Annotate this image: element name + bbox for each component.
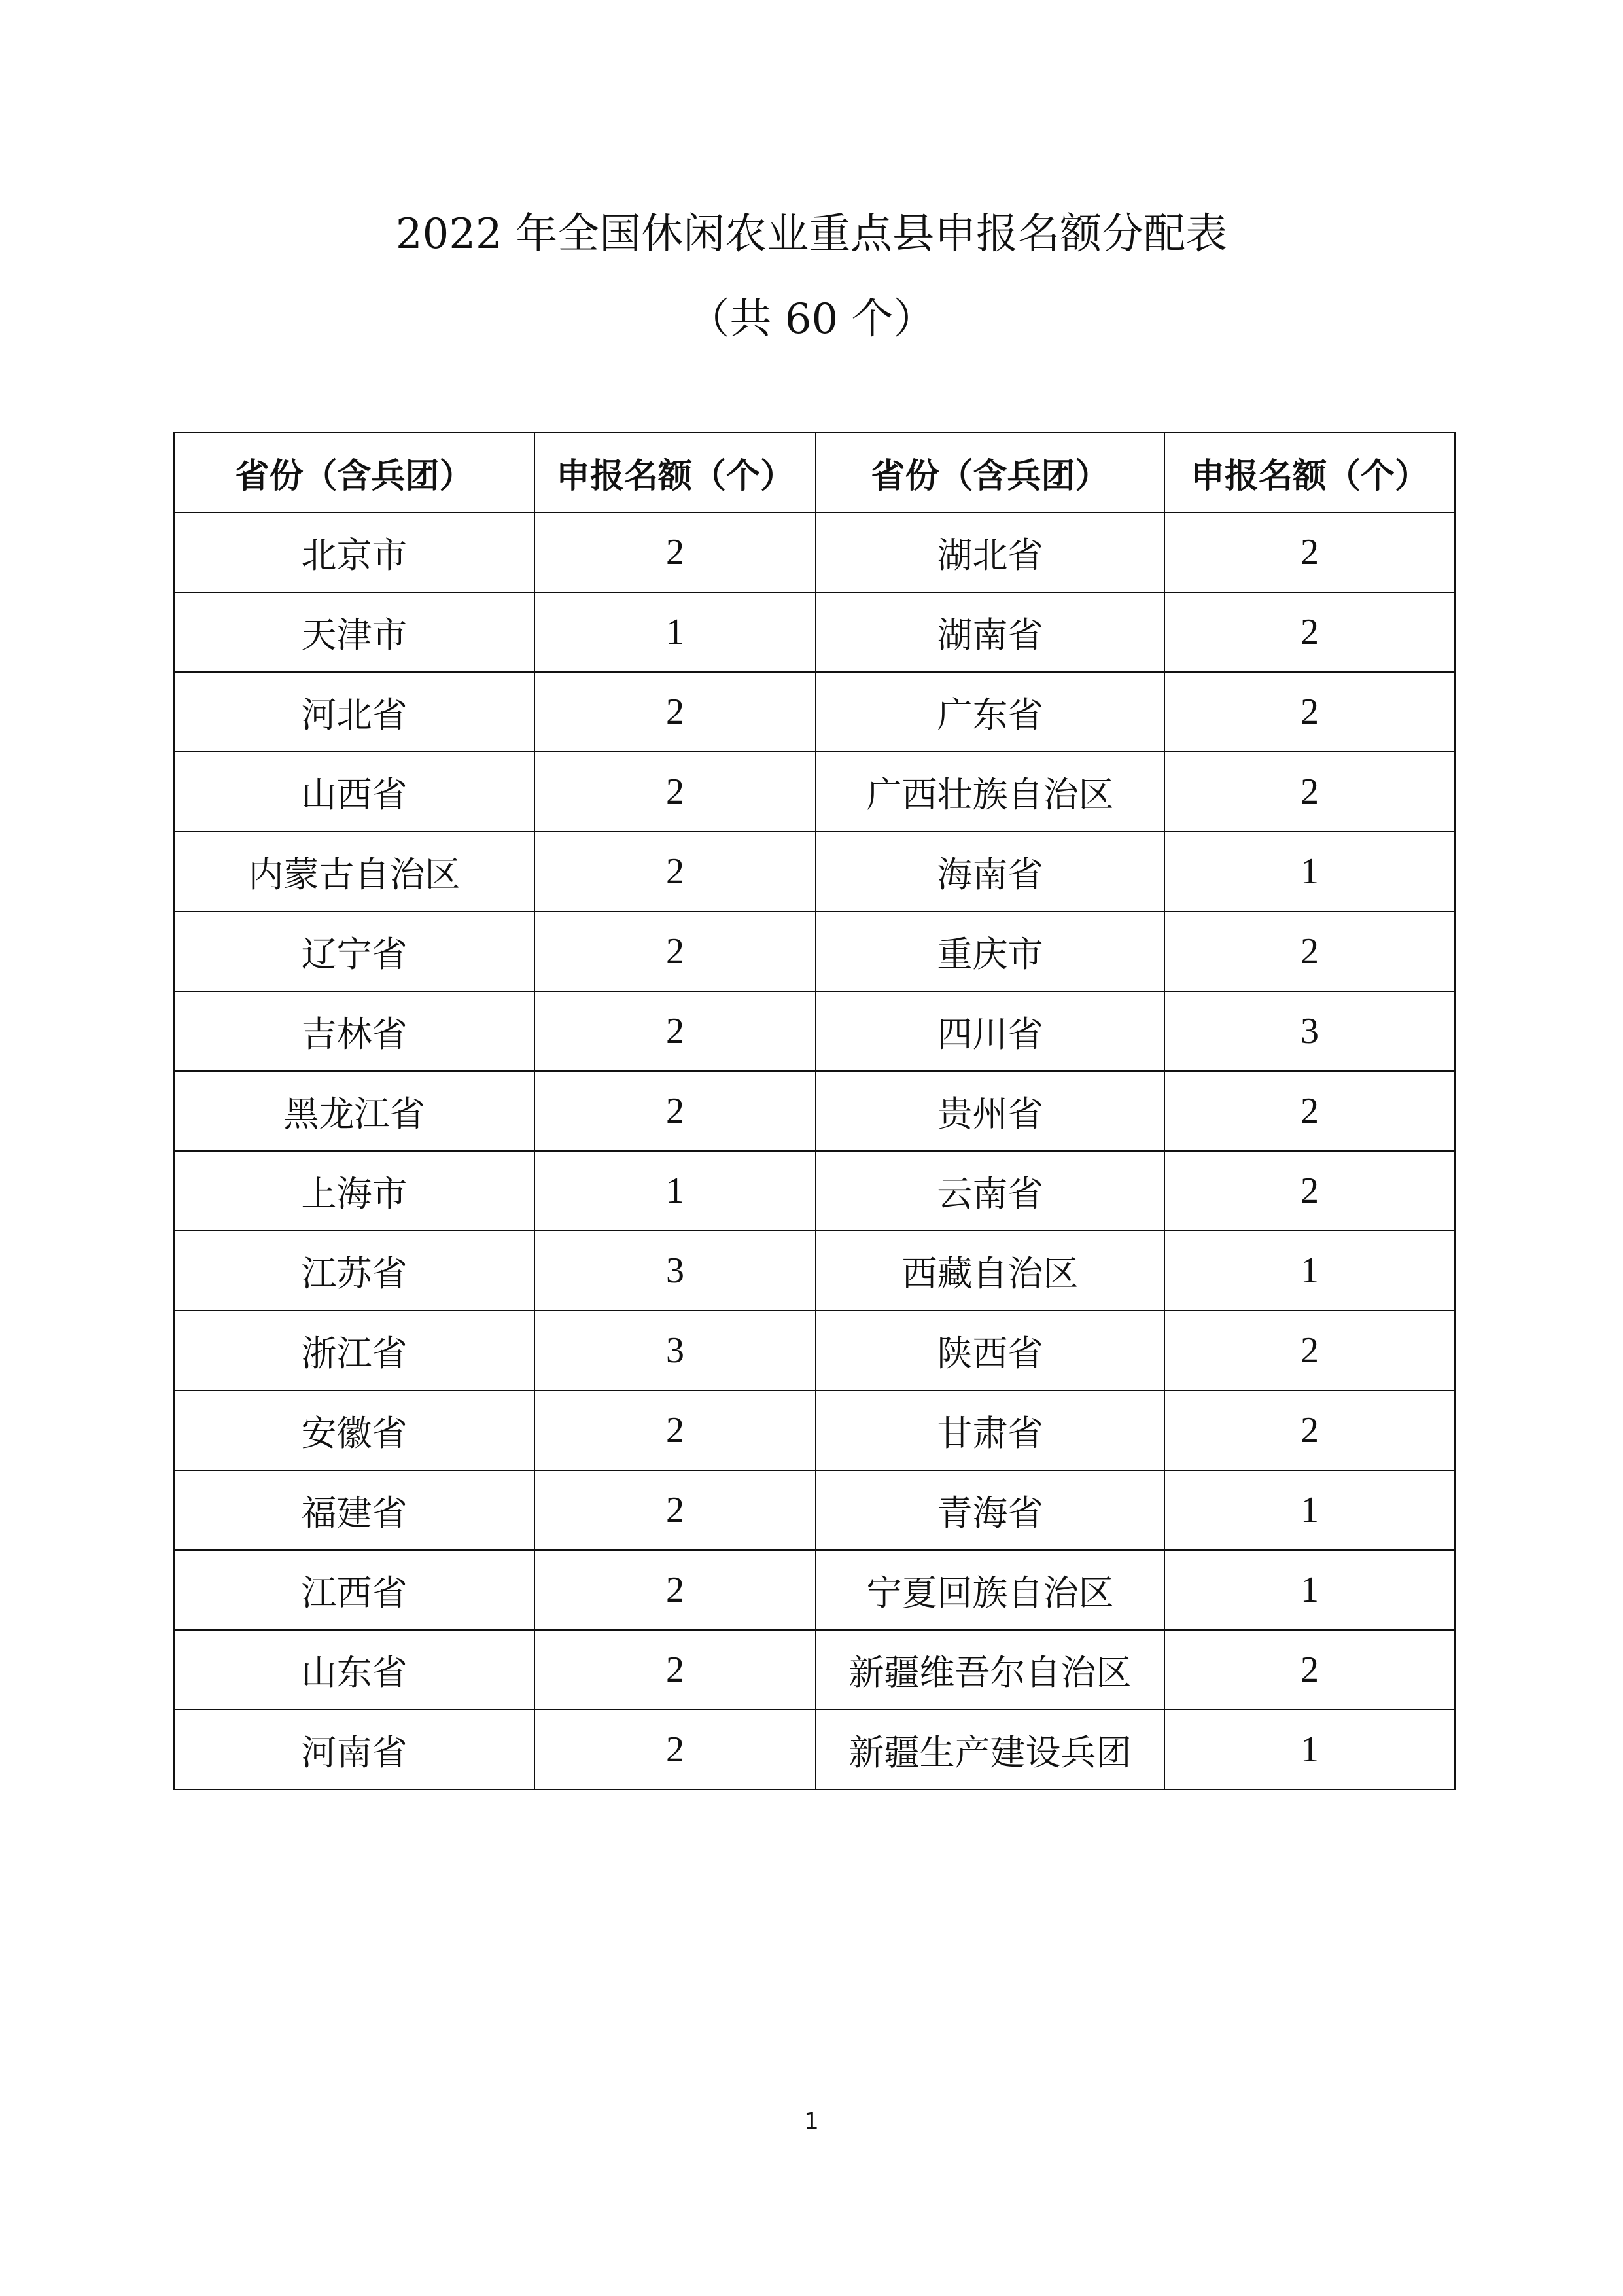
quota-cell: 2 (534, 991, 816, 1071)
table-row (174, 1311, 1455, 1390)
quota-cell: 2 (534, 911, 816, 991)
quota-cell: 2 (1164, 512, 1455, 592)
province-cell: 北京市 (174, 512, 534, 592)
province-cell: 新疆维吾尔自治区 (816, 1630, 1164, 1710)
province-cell: 海南省 (816, 832, 1164, 911)
province-cell: 甘肃省 (816, 1390, 1164, 1470)
table-row (174, 1710, 1455, 1790)
table-row (174, 1231, 1455, 1311)
province-cell: 陕西省 (816, 1311, 1164, 1390)
table-row (174, 672, 1455, 752)
table-row (174, 832, 1455, 911)
table-row (174, 1071, 1455, 1151)
table-row (174, 1390, 1455, 1470)
province-cell: 重庆市 (816, 911, 1164, 991)
header-province-left: 省份（含兵团） (174, 433, 534, 512)
quota-cell: 2 (534, 1550, 816, 1630)
province-cell: 黑龙江省 (174, 1071, 534, 1151)
quota-cell: 2 (1164, 1151, 1455, 1231)
table-header-row (174, 433, 1455, 512)
province-cell: 江苏省 (174, 1231, 534, 1311)
quota-cell: 1 (1164, 1231, 1455, 1311)
province-cell: 宁夏回族自治区 (816, 1550, 1164, 1630)
quota-cell: 2 (534, 1390, 816, 1470)
province-cell: 新疆生产建设兵团 (816, 1710, 1164, 1790)
province-cell: 四川省 (816, 991, 1164, 1071)
province-cell: 云南省 (816, 1151, 1164, 1231)
header-quota-right: 申报名额（个） (1164, 433, 1455, 512)
table-row (174, 752, 1455, 832)
quota-cell: 1 (1164, 832, 1455, 911)
quota-cell: 2 (534, 1630, 816, 1710)
province-cell: 青海省 (816, 1470, 1164, 1550)
quota-cell: 2 (534, 1710, 816, 1790)
province-cell: 上海市 (174, 1151, 534, 1231)
header-province-right: 省份（含兵团） (816, 433, 1164, 512)
province-cell: 江西省 (174, 1550, 534, 1630)
quota-cell: 2 (534, 512, 816, 592)
province-cell: 山西省 (174, 752, 534, 832)
province-cell: 天津市 (174, 592, 534, 672)
quota-cell: 2 (1164, 672, 1455, 752)
page-number: 1 (804, 2108, 819, 2135)
quota-cell: 3 (1164, 991, 1455, 1071)
quota-cell: 1 (1164, 1470, 1455, 1550)
quota-cell: 2 (534, 1071, 816, 1151)
quota-cell: 1 (534, 1151, 816, 1231)
province-cell: 安徽省 (174, 1390, 534, 1470)
province-cell: 湖南省 (816, 592, 1164, 672)
quota-cell: 2 (534, 1470, 816, 1550)
table-row (174, 1550, 1455, 1630)
province-cell: 河南省 (174, 1710, 534, 1790)
province-cell: 浙江省 (174, 1311, 534, 1390)
province-cell: 贵州省 (816, 1071, 1164, 1151)
quota-cell: 2 (1164, 752, 1455, 832)
table-row (174, 512, 1455, 592)
document-subtitle: （共 60 个） (688, 295, 935, 344)
province-cell: 辽宁省 (174, 911, 534, 991)
quota-cell: 2 (1164, 1630, 1455, 1710)
quota-cell: 2 (534, 832, 816, 911)
table-row (174, 911, 1455, 991)
quota-cell: 3 (534, 1231, 816, 1311)
header-quota-left: 申报名额（个） (534, 433, 816, 512)
province-cell: 内蒙古自治区 (174, 832, 534, 911)
province-cell: 广东省 (816, 672, 1164, 752)
quota-cell: 1 (1164, 1550, 1455, 1630)
quota-cell: 3 (534, 1311, 816, 1390)
quota-cell: 2 (1164, 911, 1455, 991)
table-row (174, 1630, 1455, 1710)
quota-cell: 2 (1164, 1390, 1455, 1470)
quota-cell: 2 (1164, 1071, 1455, 1151)
quota-cell: 2 (534, 672, 816, 752)
table-body (174, 512, 1455, 1790)
table-row (174, 991, 1455, 1071)
province-cell: 广西壮族自治区 (816, 752, 1164, 832)
table-row (174, 1151, 1455, 1231)
quota-cell: 2 (534, 752, 816, 832)
quota-cell: 2 (1164, 592, 1455, 672)
quota-cell: 1 (1164, 1710, 1455, 1790)
document-title: 2022 年全国休闲农业重点县申报名额分配表 (395, 210, 1228, 258)
province-cell: 福建省 (174, 1470, 534, 1550)
province-cell: 吉林省 (174, 991, 534, 1071)
province-cell: 山东省 (174, 1630, 534, 1710)
table-row (174, 1470, 1455, 1550)
province-cell: 河北省 (174, 672, 534, 752)
quota-table (173, 432, 1456, 1790)
quota-cell: 1 (534, 592, 816, 672)
quota-cell: 2 (1164, 1311, 1455, 1390)
table-row (174, 592, 1455, 672)
province-cell: 湖北省 (816, 512, 1164, 592)
province-cell: 西藏自治区 (816, 1231, 1164, 1311)
